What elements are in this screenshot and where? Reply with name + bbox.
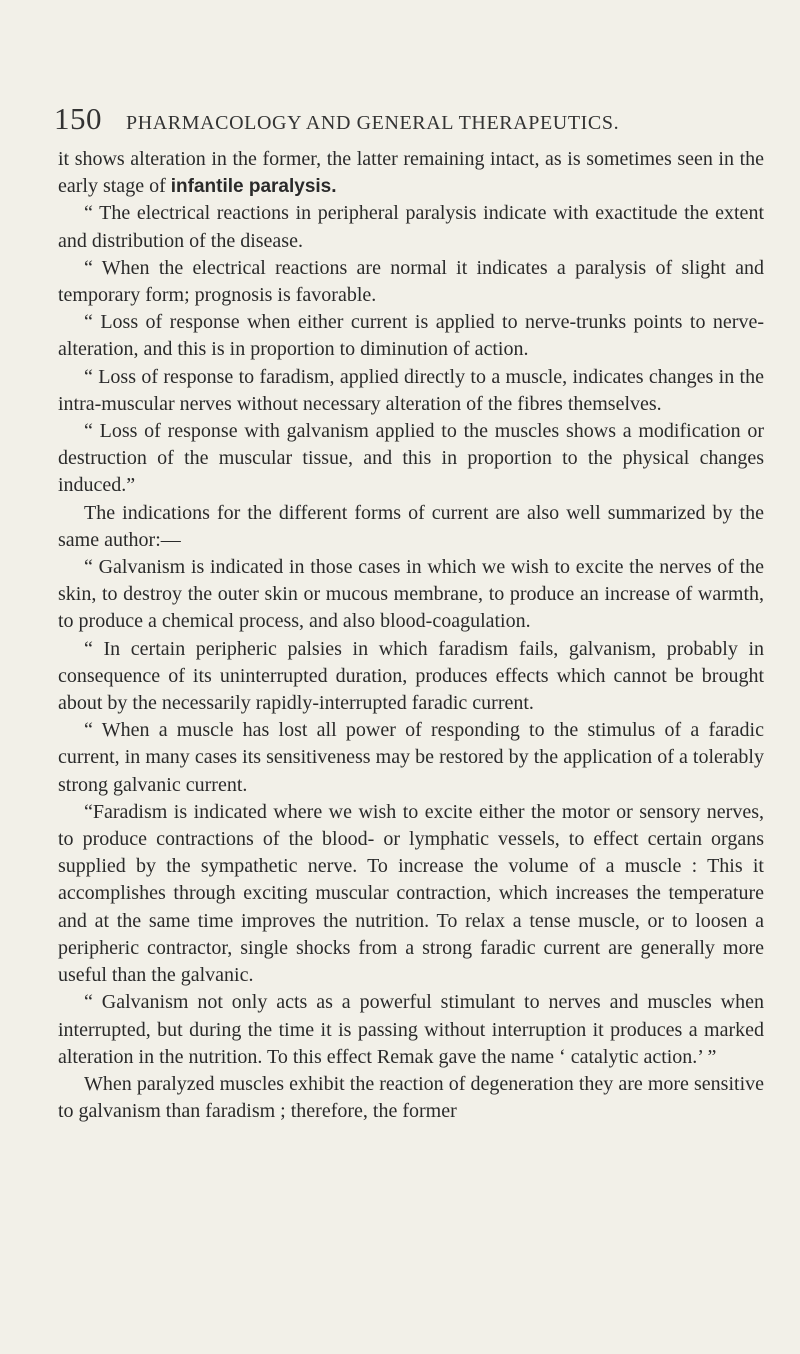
running-title: PHARMACOLOGY AND GENERAL THERAPEUTICS. — [126, 112, 620, 134]
paragraph-13: When paralyzed muscles exhibit the reaction of degeneration they are more sensitive to galvanism than faradism ; therefore, the former — [58, 1072, 764, 1123]
paragraph-1 — [58, 146, 764, 200]
paragraph-1-text: it shows alteration in the former, the latter remaining intact, as is sometimes seen in the early stage of — [58, 148, 764, 198]
paragraph-8: “ Galvanism is indicated in those cases in which we wish to excite the nerves of the skin, to destroy the outer skin or mucous membrane, to produce an increase of warmth, to produce a chemical process, and also blood-coagulation. — [58, 556, 764, 633]
paragraph-10: “ When a muscle has lost all power of responding to the stimulus of a faradic current, in many cases its sensitiveness may be restored by the application of a tolerably strong galvanic current. — [58, 719, 764, 796]
body-text — [58, 146, 764, 1125]
paragraph-2: “ The electrical reactions in peripheral paralysis indicate with exactitude the extent and distribution of the disease. — [58, 202, 764, 252]
page-header — [54, 102, 754, 142]
page-number: 150 — [54, 101, 102, 136]
emphasis-infantile-paralysis: infantile paralysis. — [170, 176, 337, 198]
paragraph-12: “ Galvanism not only acts as a powerful stimulant to nerves and muscles when interrupted, but during the time it is passing without interruption it produces a marked alteration in the nutrition. To this effect Remak gave the name ‘ catalytic action.’ ” — [58, 991, 764, 1068]
paragraph-11: “Faradism is indicated where we wish to excite either the motor or sensory nerves, to produce contractions of the blood- or lymphatic vessels, to effect certain organs supplied by the sympathetic nerve. To increase the volume of a muscle : This it accomplishes through exciting muscular contraction, which increases the temperature and at the same time improves the nutrition. To relax a tense muscle, or to loosen a peripheric contractor, single shocks from a strong faradic current are generally more useful than the galvanic. — [58, 800, 764, 987]
paragraph-7: The indications for the different forms of current are also well summarized by the same author:— — [58, 501, 764, 551]
paragraph-9: “ In certain peripheric palsies in which faradism fails, galvanism, probably in consequence of its uninterrupted duration, produces effects which cannot be brought about by the necessarily rapidly-interrupted faradic current. — [58, 637, 764, 715]
paragraph-3: “ When the electrical reactions are normal it indicates a paralysis of slight and temporary form; prognosis is favorable. — [58, 256, 764, 307]
paragraph-4: “ Loss of response when either current is applied to nerve-trunks points to nerve-alteration, and this is in proportion to diminution of action. — [58, 311, 764, 361]
paragraph-6: “ Loss of response with galvanism applied to the muscles shows a modification or destruction of the muscular tissue, and this in proportion to the physical changes induced.” — [58, 420, 764, 497]
paragraph-5: “ Loss of response to faradism, applied directly to a muscle, indicates changes in the intra-muscular nerves without necessary alteration of the fibres themselves. — [58, 365, 764, 415]
